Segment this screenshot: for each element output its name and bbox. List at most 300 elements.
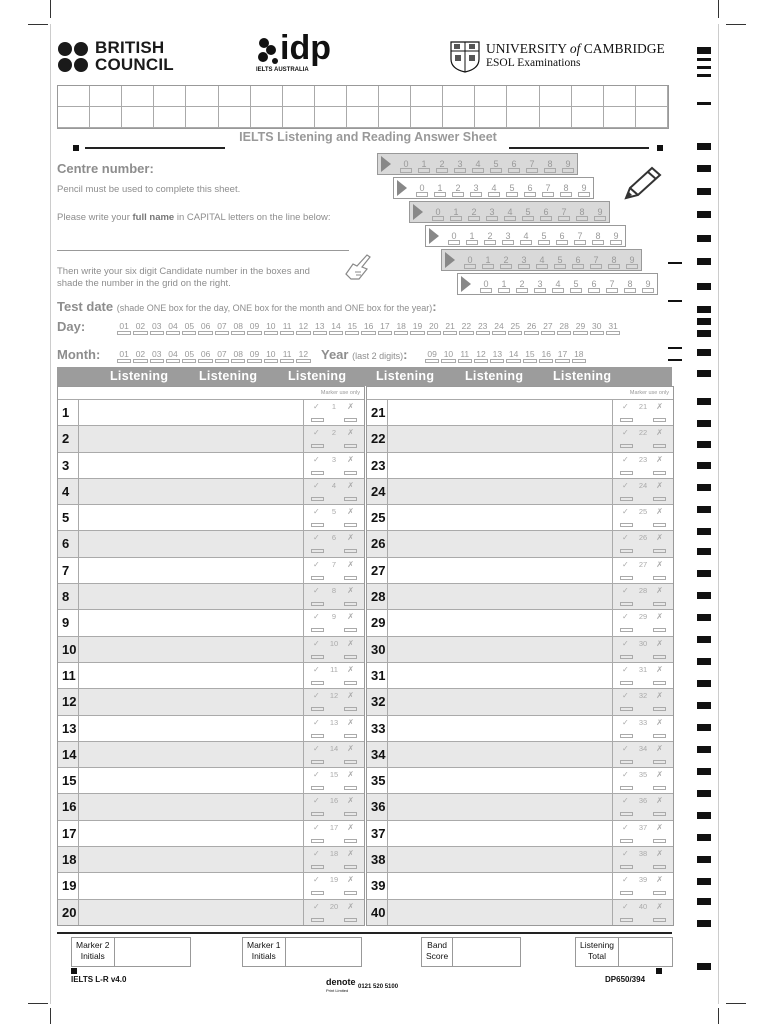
month-option[interactable]: 12 <box>295 349 311 359</box>
cross-icon[interactable]: ✗ <box>656 454 663 464</box>
candidate-digit-option[interactable]: 9 <box>623 255 641 265</box>
day-option[interactable]: 26 <box>523 321 539 331</box>
name-letter-grid[interactable] <box>57 85 669 129</box>
answer-field[interactable] <box>78 716 304 741</box>
candidate-digit-option[interactable]: 6 <box>521 183 539 193</box>
year-option[interactable]: 11 <box>457 349 473 359</box>
day-option[interactable]: 07 <box>214 321 230 331</box>
answer-field[interactable] <box>387 794 613 819</box>
answer-field[interactable] <box>78 505 304 530</box>
year-option[interactable]: 15 <box>522 349 538 359</box>
correct-shade-box[interactable] <box>311 418 324 422</box>
candidate-digit-option[interactable]: 4 <box>533 255 551 265</box>
answer-field[interactable] <box>387 426 613 451</box>
day-option[interactable]: 23 <box>475 321 491 331</box>
tick-icon[interactable]: ✓ <box>622 796 629 806</box>
day-option[interactable]: 29 <box>572 321 588 331</box>
candidate-digit-option[interactable]: 0 <box>477 279 495 289</box>
tick-icon[interactable]: ✓ <box>622 612 629 622</box>
name-letter-box[interactable] <box>540 107 572 128</box>
cross-icon[interactable]: ✗ <box>656 428 663 438</box>
correct-shade-box[interactable] <box>620 444 633 448</box>
candidate-digit-option[interactable]: 8 <box>557 183 575 193</box>
day-option[interactable]: 22 <box>458 321 474 331</box>
candidate-digit-option[interactable]: 2 <box>449 183 467 193</box>
cross-icon[interactable]: ✗ <box>656 822 663 832</box>
name-letter-box[interactable] <box>379 86 411 107</box>
answer-field[interactable] <box>78 400 304 425</box>
cross-icon[interactable]: ✗ <box>347 717 354 727</box>
year-option[interactable]: 18 <box>571 349 587 359</box>
name-letter-box[interactable] <box>283 107 315 128</box>
day-option[interactable]: 17 <box>377 321 393 331</box>
correct-shade-box[interactable] <box>311 891 324 895</box>
answer-field[interactable] <box>78 873 304 898</box>
incorrect-shade-box[interactable] <box>653 471 666 475</box>
candidate-digit-option[interactable]: 3 <box>467 183 485 193</box>
candidate-digit-option[interactable]: 7 <box>523 159 541 169</box>
cross-icon[interactable]: ✗ <box>656 402 663 411</box>
candidate-digit-option[interactable]: 3 <box>451 159 469 169</box>
answer-field[interactable] <box>78 821 304 846</box>
candidate-digit-option[interactable]: 9 <box>607 231 625 241</box>
tick-icon[interactable]: ✓ <box>313 822 320 832</box>
year-option[interactable]: 14 <box>505 349 521 359</box>
answer-field[interactable] <box>387 610 613 635</box>
correct-shade-box[interactable] <box>311 812 324 816</box>
answer-field[interactable] <box>387 689 613 714</box>
cross-icon[interactable]: ✗ <box>347 586 354 596</box>
tick-icon[interactable]: ✓ <box>622 507 629 517</box>
day-option[interactable]: 03 <box>149 321 165 331</box>
candidate-digit-option[interactable]: 8 <box>541 159 559 169</box>
listening-total-box[interactable] <box>575 937 673 967</box>
tick-icon[interactable]: ✓ <box>313 849 320 859</box>
answer-field[interactable] <box>78 742 304 767</box>
name-letter-box[interactable] <box>186 86 218 107</box>
cross-icon[interactable]: ✗ <box>347 743 354 753</box>
answer-field[interactable] <box>78 610 304 635</box>
correct-shade-box[interactable] <box>620 839 633 843</box>
tick-icon[interactable]: ✓ <box>622 533 629 543</box>
answer-field[interactable] <box>387 453 613 478</box>
tick-icon[interactable]: ✓ <box>622 480 629 490</box>
tick-icon[interactable]: ✓ <box>622 717 629 727</box>
incorrect-shade-box[interactable] <box>344 628 357 632</box>
answer-field[interactable] <box>387 400 613 425</box>
correct-shade-box[interactable] <box>620 918 633 922</box>
candidate-digit-option[interactable]: 9 <box>591 207 609 217</box>
tick-icon[interactable]: ✓ <box>622 849 629 859</box>
incorrect-shade-box[interactable] <box>653 655 666 659</box>
tick-icon[interactable]: ✓ <box>313 428 320 438</box>
name-letter-box[interactable] <box>251 86 283 107</box>
month-option[interactable]: 07 <box>214 349 230 359</box>
month-option[interactable]: 11 <box>279 349 295 359</box>
cross-icon[interactable]: ✗ <box>656 743 663 753</box>
answer-field[interactable] <box>78 794 304 819</box>
cross-icon[interactable]: ✗ <box>656 770 663 780</box>
correct-shade-box[interactable] <box>311 576 324 580</box>
answer-field[interactable] <box>387 716 613 741</box>
answer-field[interactable] <box>387 505 613 530</box>
incorrect-shade-box[interactable] <box>344 418 357 422</box>
incorrect-shade-box[interactable] <box>653 628 666 632</box>
cross-icon[interactable]: ✗ <box>656 559 663 569</box>
incorrect-shade-box[interactable] <box>653 891 666 895</box>
name-letter-box[interactable] <box>475 107 507 128</box>
band-score-box[interactable] <box>421 937 521 967</box>
name-letter-box[interactable] <box>154 107 186 128</box>
cross-icon[interactable]: ✗ <box>347 822 354 832</box>
candidate-digit-option[interactable]: 9 <box>575 183 593 193</box>
incorrect-shade-box[interactable] <box>653 549 666 553</box>
incorrect-shade-box[interactable] <box>653 734 666 738</box>
day-option[interactable]: 12 <box>295 321 311 331</box>
name-letter-box[interactable] <box>411 86 443 107</box>
tick-icon[interactable]: ✓ <box>622 402 629 411</box>
candidate-digit-option[interactable]: 9 <box>639 279 657 289</box>
incorrect-shade-box[interactable] <box>344 891 357 895</box>
incorrect-shade-box[interactable] <box>344 523 357 527</box>
incorrect-shade-box[interactable] <box>653 602 666 606</box>
cross-icon[interactable]: ✗ <box>656 638 663 648</box>
name-letter-box[interactable] <box>186 107 218 128</box>
tick-icon[interactable]: ✓ <box>622 586 629 596</box>
candidate-digit-option[interactable]: 1 <box>415 159 433 169</box>
name-letter-box[interactable] <box>572 86 604 107</box>
day-option[interactable]: 31 <box>605 321 621 331</box>
cross-icon[interactable]: ✗ <box>347 533 354 543</box>
correct-shade-box[interactable] <box>620 707 633 711</box>
day-option[interactable]: 16 <box>360 321 376 331</box>
answer-field[interactable] <box>78 584 304 609</box>
year-option[interactable]: 13 <box>489 349 505 359</box>
cross-icon[interactable]: ✗ <box>656 480 663 490</box>
correct-shade-box[interactable] <box>311 471 324 475</box>
answer-field[interactable] <box>387 584 613 609</box>
answer-field[interactable] <box>78 637 304 662</box>
day-option[interactable]: 30 <box>589 321 605 331</box>
name-letter-box[interactable] <box>154 86 186 107</box>
year-option[interactable]: 09 <box>424 349 440 359</box>
year-option[interactable]: 10 <box>440 349 456 359</box>
correct-shade-box[interactable] <box>620 523 633 527</box>
incorrect-shade-box[interactable] <box>344 444 357 448</box>
cross-icon[interactable]: ✗ <box>347 664 354 674</box>
day-option[interactable]: 04 <box>165 321 181 331</box>
correct-shade-box[interactable] <box>620 655 633 659</box>
cross-icon[interactable]: ✗ <box>347 796 354 806</box>
correct-shade-box[interactable] <box>311 655 324 659</box>
name-letter-box[interactable] <box>251 107 283 128</box>
name-letter-box[interactable] <box>636 86 668 107</box>
incorrect-shade-box[interactable] <box>344 471 357 475</box>
cross-icon[interactable]: ✗ <box>347 612 354 622</box>
tick-icon[interactable]: ✓ <box>622 901 629 911</box>
day-option[interactable]: 18 <box>393 321 409 331</box>
tick-icon[interactable]: ✓ <box>622 428 629 438</box>
name-letter-box[interactable] <box>315 107 347 128</box>
candidate-digit-option[interactable]: 0 <box>461 255 479 265</box>
candidate-digit-option[interactable]: 2 <box>465 207 483 217</box>
answer-field[interactable] <box>78 663 304 688</box>
name-letter-box[interactable] <box>347 86 379 107</box>
answer-field[interactable] <box>387 558 613 583</box>
answer-field[interactable] <box>78 558 304 583</box>
cross-icon[interactable]: ✗ <box>656 664 663 674</box>
candidate-digit-option[interactable]: 8 <box>621 279 639 289</box>
incorrect-shade-box[interactable] <box>344 812 357 816</box>
cross-icon[interactable]: ✗ <box>347 638 354 648</box>
tick-icon[interactable]: ✓ <box>622 638 629 648</box>
day-option[interactable]: 11 <box>279 321 295 331</box>
answer-field[interactable] <box>78 426 304 451</box>
incorrect-shade-box[interactable] <box>653 760 666 764</box>
year-option[interactable]: 17 <box>554 349 570 359</box>
candidate-digit-option[interactable]: 1 <box>431 183 449 193</box>
candidate-digit-option[interactable]: 1 <box>447 207 465 217</box>
tick-icon[interactable]: ✓ <box>313 770 320 780</box>
correct-shade-box[interactable] <box>311 760 324 764</box>
incorrect-shade-box[interactable] <box>653 418 666 422</box>
incorrect-shade-box[interactable] <box>344 602 357 606</box>
answer-field[interactable] <box>387 663 613 688</box>
answer-field[interactable] <box>387 637 613 662</box>
day-option[interactable]: 24 <box>491 321 507 331</box>
incorrect-shade-box[interactable] <box>344 655 357 659</box>
correct-shade-box[interactable] <box>311 681 324 685</box>
correct-shade-box[interactable] <box>311 865 324 869</box>
name-letter-box[interactable] <box>507 107 539 128</box>
tick-icon[interactable]: ✓ <box>313 691 320 701</box>
month-option[interactable]: 09 <box>246 349 262 359</box>
candidate-digit-option[interactable]: 3 <box>515 255 533 265</box>
day-option[interactable]: 01 <box>116 321 132 331</box>
cross-icon[interactable]: ✗ <box>656 612 663 622</box>
tick-icon[interactable]: ✓ <box>313 454 320 464</box>
day-option[interactable]: 06 <box>197 321 213 331</box>
correct-shade-box[interactable] <box>311 444 324 448</box>
day-option[interactable]: 27 <box>540 321 556 331</box>
tick-icon[interactable]: ✓ <box>313 402 320 411</box>
incorrect-shade-box[interactable] <box>344 576 357 580</box>
tick-icon[interactable]: ✓ <box>313 638 320 648</box>
candidate-digit-option[interactable]: 2 <box>513 279 531 289</box>
answer-field[interactable] <box>387 847 613 872</box>
candidate-digit-option[interactable]: 4 <box>469 159 487 169</box>
candidate-digit-option[interactable]: 0 <box>397 159 415 169</box>
cross-icon[interactable]: ✗ <box>347 507 354 517</box>
incorrect-shade-box[interactable] <box>344 865 357 869</box>
month-option[interactable]: 03 <box>149 349 165 359</box>
incorrect-shade-box[interactable] <box>653 786 666 790</box>
incorrect-shade-box[interactable] <box>344 786 357 790</box>
name-letter-box[interactable] <box>58 86 90 107</box>
candidate-digit-option[interactable]: 5 <box>551 255 569 265</box>
year-option[interactable]: 12 <box>473 349 489 359</box>
candidate-digit-option[interactable]: 6 <box>505 159 523 169</box>
name-letter-box[interactable] <box>540 86 572 107</box>
incorrect-shade-box[interactable] <box>653 812 666 816</box>
candidate-digit-option[interactable]: 7 <box>587 255 605 265</box>
answer-field[interactable] <box>387 768 613 793</box>
name-letter-box[interactable] <box>219 86 251 107</box>
answer-field[interactable] <box>387 479 613 504</box>
tick-icon[interactable]: ✓ <box>313 586 320 596</box>
name-letter-box[interactable] <box>58 107 90 128</box>
candidate-digit-option[interactable]: 0 <box>429 207 447 217</box>
day-option[interactable]: 19 <box>409 321 425 331</box>
cross-icon[interactable]: ✗ <box>656 796 663 806</box>
day-option[interactable]: 08 <box>230 321 246 331</box>
year-option[interactable]: 16 <box>538 349 554 359</box>
correct-shade-box[interactable] <box>620 602 633 606</box>
correct-shade-box[interactable] <box>620 734 633 738</box>
tick-icon[interactable]: ✓ <box>622 559 629 569</box>
tick-icon[interactable]: ✓ <box>313 559 320 569</box>
correct-shade-box[interactable] <box>620 549 633 553</box>
incorrect-shade-box[interactable] <box>344 918 357 922</box>
cross-icon[interactable]: ✗ <box>656 717 663 727</box>
candidate-digit-option[interactable]: 5 <box>567 279 585 289</box>
incorrect-shade-box[interactable] <box>344 734 357 738</box>
incorrect-shade-box[interactable] <box>653 707 666 711</box>
candidate-digit-option[interactable]: 7 <box>555 207 573 217</box>
name-letter-box[interactable] <box>443 86 475 107</box>
incorrect-shade-box[interactable] <box>344 549 357 553</box>
cross-icon[interactable]: ✗ <box>656 901 663 911</box>
incorrect-shade-box[interactable] <box>653 839 666 843</box>
marker1-initials-box[interactable] <box>242 937 362 967</box>
tick-icon[interactable]: ✓ <box>622 743 629 753</box>
month-option[interactable]: 10 <box>263 349 279 359</box>
name-letter-box[interactable] <box>604 107 636 128</box>
name-letter-box[interactable] <box>572 107 604 128</box>
day-option[interactable]: 20 <box>426 321 442 331</box>
month-option[interactable]: 08 <box>230 349 246 359</box>
candidate-digit-option[interactable]: 6 <box>569 255 587 265</box>
cross-icon[interactable]: ✗ <box>656 691 663 701</box>
correct-shade-box[interactable] <box>311 628 324 632</box>
candidate-digit-option[interactable]: 7 <box>603 279 621 289</box>
candidate-digit-option[interactable]: 7 <box>571 231 589 241</box>
incorrect-shade-box[interactable] <box>344 760 357 764</box>
candidate-digit-option[interactable]: 4 <box>501 207 519 217</box>
candidate-digit-option[interactable]: 2 <box>497 255 515 265</box>
candidate-digit-option[interactable]: 8 <box>589 231 607 241</box>
cross-icon[interactable]: ✗ <box>347 480 354 490</box>
cross-icon[interactable]: ✗ <box>656 533 663 543</box>
correct-shade-box[interactable] <box>620 760 633 764</box>
answer-field[interactable] <box>78 900 304 925</box>
correct-shade-box[interactable] <box>620 812 633 816</box>
name-letter-box[interactable] <box>283 86 315 107</box>
candidate-digit-option[interactable]: 6 <box>585 279 603 289</box>
day-option[interactable]: 21 <box>442 321 458 331</box>
cross-icon[interactable]: ✗ <box>347 901 354 911</box>
correct-shade-box[interactable] <box>311 734 324 738</box>
cross-icon[interactable]: ✗ <box>347 770 354 780</box>
cross-icon[interactable]: ✗ <box>656 507 663 517</box>
day-option[interactable]: 28 <box>556 321 572 331</box>
candidate-digit-option[interactable]: 5 <box>487 159 505 169</box>
correct-shade-box[interactable] <box>311 523 324 527</box>
candidate-digit-option[interactable]: 6 <box>537 207 555 217</box>
day-option[interactable]: 10 <box>263 321 279 331</box>
cross-icon[interactable]: ✗ <box>347 559 354 569</box>
tick-icon[interactable]: ✓ <box>313 796 320 806</box>
marker2-initials-box[interactable] <box>71 937 191 967</box>
cross-icon[interactable]: ✗ <box>347 402 354 411</box>
candidate-digit-option[interactable]: 1 <box>479 255 497 265</box>
cross-icon[interactable]: ✗ <box>347 691 354 701</box>
full-name-line[interactable] <box>57 250 349 251</box>
incorrect-shade-box[interactable] <box>653 865 666 869</box>
cross-icon[interactable]: ✗ <box>656 875 663 885</box>
correct-shade-box[interactable] <box>311 497 324 501</box>
tick-icon[interactable]: ✓ <box>313 612 320 622</box>
candidate-digit-option[interactable]: 5 <box>503 183 521 193</box>
month-option[interactable]: 04 <box>165 349 181 359</box>
incorrect-shade-box[interactable] <box>653 576 666 580</box>
tick-icon[interactable]: ✓ <box>622 875 629 885</box>
tick-icon[interactable]: ✓ <box>622 664 629 674</box>
correct-shade-box[interactable] <box>620 418 633 422</box>
candidate-digit-option[interactable]: 3 <box>483 207 501 217</box>
day-option[interactable]: 14 <box>328 321 344 331</box>
month-option[interactable]: 01 <box>116 349 132 359</box>
correct-shade-box[interactable] <box>620 471 633 475</box>
candidate-digit-option[interactable]: 3 <box>531 279 549 289</box>
incorrect-shade-box[interactable] <box>344 707 357 711</box>
name-letter-box[interactable] <box>219 107 251 128</box>
month-option[interactable]: 05 <box>181 349 197 359</box>
answer-field[interactable] <box>78 847 304 872</box>
correct-shade-box[interactable] <box>620 628 633 632</box>
candidate-digit-option[interactable]: 2 <box>481 231 499 241</box>
candidate-digit-option[interactable]: 6 <box>553 231 571 241</box>
answer-field[interactable] <box>78 531 304 556</box>
cross-icon[interactable]: ✗ <box>347 454 354 464</box>
incorrect-shade-box[interactable] <box>344 839 357 843</box>
cross-icon[interactable]: ✗ <box>347 849 354 859</box>
month-option[interactable]: 06 <box>197 349 213 359</box>
incorrect-shade-box[interactable] <box>653 918 666 922</box>
candidate-digit-option[interactable]: 3 <box>499 231 517 241</box>
answer-field[interactable] <box>387 531 613 556</box>
candidate-digit-option[interactable]: 4 <box>517 231 535 241</box>
candidate-digit-option[interactable]: 4 <box>485 183 503 193</box>
correct-shade-box[interactable] <box>311 602 324 606</box>
correct-shade-box[interactable] <box>620 786 633 790</box>
answer-field[interactable] <box>387 821 613 846</box>
day-option[interactable]: 02 <box>132 321 148 331</box>
candidate-digit-option[interactable]: 0 <box>413 183 431 193</box>
correct-shade-box[interactable] <box>311 707 324 711</box>
day-option[interactable]: 15 <box>344 321 360 331</box>
tick-icon[interactable]: ✓ <box>313 901 320 911</box>
tick-icon[interactable]: ✓ <box>313 533 320 543</box>
tick-icon[interactable]: ✓ <box>622 822 629 832</box>
candidate-digit-option[interactable]: 8 <box>605 255 623 265</box>
candidate-digit-option[interactable]: 1 <box>463 231 481 241</box>
name-letter-box[interactable] <box>443 107 475 128</box>
name-letter-box[interactable] <box>90 86 122 107</box>
candidate-digit-option[interactable]: 9 <box>559 159 577 169</box>
candidate-digit-option[interactable]: 1 <box>495 279 513 289</box>
incorrect-shade-box[interactable] <box>653 497 666 501</box>
